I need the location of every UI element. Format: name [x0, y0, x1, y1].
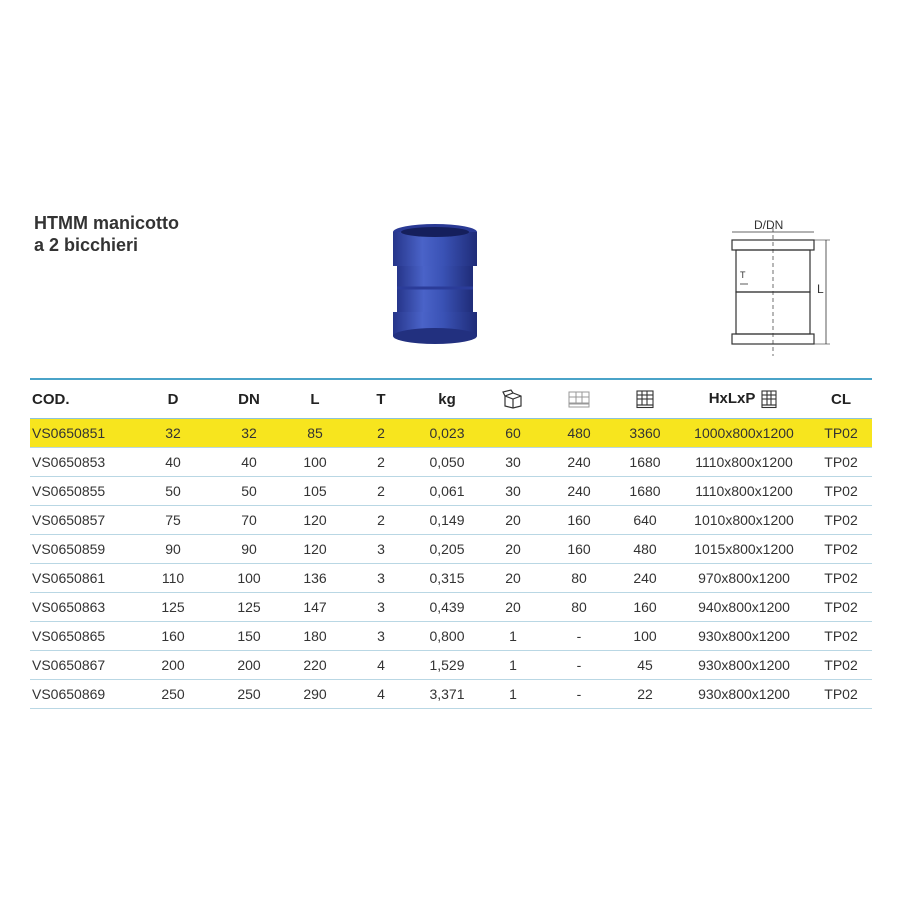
cell-d: 110	[130, 564, 216, 593]
col-hlp	[678, 379, 810, 419]
cell-box: 60	[480, 419, 546, 448]
cell-d: 75	[130, 506, 216, 535]
cell-t: 3	[348, 535, 414, 564]
cell-t: 2	[348, 477, 414, 506]
cell-hlp: 970x800x1200	[678, 564, 810, 593]
cell-kg: 0,800	[414, 622, 480, 651]
technical-drawing	[718, 218, 838, 358]
col-d: D	[130, 379, 216, 419]
cell-cl: TP02	[810, 535, 872, 564]
cell-stack: 1680	[612, 448, 678, 477]
cell-cod: VS0650865	[30, 622, 130, 651]
cell-cod: VS0650869	[30, 680, 130, 709]
pallet-dimensions-icon	[759, 389, 779, 409]
cell-kg: 0,023	[414, 419, 480, 448]
cell-d: 90	[130, 535, 216, 564]
cell-dn: 32	[216, 419, 282, 448]
cell-kg: 0,315	[414, 564, 480, 593]
cell-d: 32	[130, 419, 216, 448]
cell-dn: 70	[216, 506, 282, 535]
cell-pallet: -	[546, 651, 612, 680]
cell-hlp: 1110x800x1200	[678, 448, 810, 477]
cell-cl: TP02	[810, 680, 872, 709]
cell-box: 30	[480, 448, 546, 477]
cell-stack: 45	[612, 651, 678, 680]
cell-dn: 125	[216, 593, 282, 622]
cell-dn: 50	[216, 477, 282, 506]
cell-l: 100	[282, 448, 348, 477]
table-row	[30, 448, 872, 477]
col-box	[480, 379, 546, 419]
table-row	[30, 477, 872, 506]
cell-dn: 90	[216, 535, 282, 564]
pallet-layer-icon	[567, 389, 591, 409]
cell-pallet: -	[546, 622, 612, 651]
cell-cod: VS0650855	[30, 477, 130, 506]
cell-pallet: 480	[546, 419, 612, 448]
col-hlp-label: HxLxP	[708, 389, 756, 407]
cell-box: 20	[480, 593, 546, 622]
cell-cl: TP02	[810, 564, 872, 593]
cell-pallet: 240	[546, 448, 612, 477]
cell-cod: VS0650867	[30, 651, 130, 680]
cell-pallet: 240	[546, 477, 612, 506]
cell-kg: 0,050	[414, 448, 480, 477]
col-dn: DN	[216, 379, 282, 419]
cell-d: 200	[130, 651, 216, 680]
cell-box: 20	[480, 535, 546, 564]
cell-l: 290	[282, 680, 348, 709]
pallet-stack-icon	[634, 389, 656, 409]
cell-dn: 40	[216, 448, 282, 477]
cell-t: 4	[348, 651, 414, 680]
cell-box: 20	[480, 506, 546, 535]
table-row	[30, 680, 872, 709]
cell-cod: VS0650863	[30, 593, 130, 622]
table-row	[30, 564, 872, 593]
cell-hlp: 1110x800x1200	[678, 477, 810, 506]
cell-stack: 640	[612, 506, 678, 535]
cell-t: 3	[348, 564, 414, 593]
cell-cl: TP02	[810, 448, 872, 477]
cell-cl: TP02	[810, 622, 872, 651]
table-row	[30, 622, 872, 651]
cell-pallet: 80	[546, 564, 612, 593]
dim-t-label: T	[740, 270, 746, 280]
cell-d: 50	[130, 477, 216, 506]
cell-kg: 0,205	[414, 535, 480, 564]
cell-t: 2	[348, 506, 414, 535]
cell-l: 136	[282, 564, 348, 593]
cell-l: 105	[282, 477, 348, 506]
cell-box: 1	[480, 622, 546, 651]
cell-hlp: 930x800x1200	[678, 651, 810, 680]
table-row	[30, 651, 872, 680]
col-cod: COD.	[30, 379, 130, 419]
cell-cod: VS0650859	[30, 535, 130, 564]
product-title	[34, 212, 179, 256]
cell-cl: TP02	[810, 477, 872, 506]
cell-t: 3	[348, 593, 414, 622]
cell-l: 220	[282, 651, 348, 680]
cell-l: 147	[282, 593, 348, 622]
cell-pallet: 80	[546, 593, 612, 622]
cell-hlp: 930x800x1200	[678, 622, 810, 651]
cell-cod: VS0650861	[30, 564, 130, 593]
cell-kg: 3,371	[414, 680, 480, 709]
col-pallet	[546, 379, 612, 419]
cell-cl: TP02	[810, 419, 872, 448]
cell-dn: 200	[216, 651, 282, 680]
table-row	[30, 506, 872, 535]
dim-l-label: L	[817, 282, 824, 296]
cell-dn: 250	[216, 680, 282, 709]
cell-cod: VS0650857	[30, 506, 130, 535]
cell-kg: 0,439	[414, 593, 480, 622]
cell-box: 1	[480, 680, 546, 709]
cell-t: 3	[348, 622, 414, 651]
cell-stack: 100	[612, 622, 678, 651]
cell-hlp: 940x800x1200	[678, 593, 810, 622]
cell-t: 2	[348, 419, 414, 448]
cell-pallet: 160	[546, 535, 612, 564]
cell-d: 250	[130, 680, 216, 709]
cell-l: 120	[282, 535, 348, 564]
cell-stack: 3360	[612, 419, 678, 448]
product-image	[380, 218, 490, 348]
title-line-1: HTMM manicotto	[34, 213, 179, 233]
cell-stack: 22	[612, 680, 678, 709]
cell-stack: 240	[612, 564, 678, 593]
col-stack	[612, 379, 678, 419]
cell-dn: 100	[216, 564, 282, 593]
product-table	[30, 378, 872, 709]
cell-kg: 1,529	[414, 651, 480, 680]
cell-l: 85	[282, 419, 348, 448]
cell-cl: TP02	[810, 651, 872, 680]
cell-box: 1	[480, 651, 546, 680]
table-row	[30, 593, 872, 622]
col-l: L	[282, 379, 348, 419]
title-line-2: a 2 bicchieri	[34, 235, 139, 255]
table-header-row	[30, 379, 872, 419]
cell-hlp: 930x800x1200	[678, 680, 810, 709]
cell-cl: TP02	[810, 506, 872, 535]
cell-t: 2	[348, 448, 414, 477]
cell-d: 40	[130, 448, 216, 477]
cell-kg: 0,149	[414, 506, 480, 535]
cell-hlp: 1010x800x1200	[678, 506, 810, 535]
cell-d: 125	[130, 593, 216, 622]
table-row	[30, 419, 872, 448]
col-kg: kg	[414, 379, 480, 419]
col-t: T	[348, 379, 414, 419]
cell-l: 180	[282, 622, 348, 651]
cell-hlp: 1015x800x1200	[678, 535, 810, 564]
cell-pallet: -	[546, 680, 612, 709]
cell-t: 4	[348, 680, 414, 709]
cell-stack: 480	[612, 535, 678, 564]
cell-cl: TP02	[810, 593, 872, 622]
cell-box: 30	[480, 477, 546, 506]
cell-cod: VS0650851	[30, 419, 130, 448]
box-icon	[502, 389, 524, 409]
cell-pallet: 160	[546, 506, 612, 535]
dim-d-dn-label: D/DN	[754, 218, 784, 232]
cell-l: 120	[282, 506, 348, 535]
cell-cod: VS0650853	[30, 448, 130, 477]
cell-box: 20	[480, 564, 546, 593]
col-cl: CL	[810, 379, 872, 419]
cell-stack: 1680	[612, 477, 678, 506]
cell-stack: 160	[612, 593, 678, 622]
cell-kg: 0,061	[414, 477, 480, 506]
cell-d: 160	[130, 622, 216, 651]
table-row	[30, 535, 872, 564]
cell-dn: 150	[216, 622, 282, 651]
cell-hlp: 1000x800x1200	[678, 419, 810, 448]
